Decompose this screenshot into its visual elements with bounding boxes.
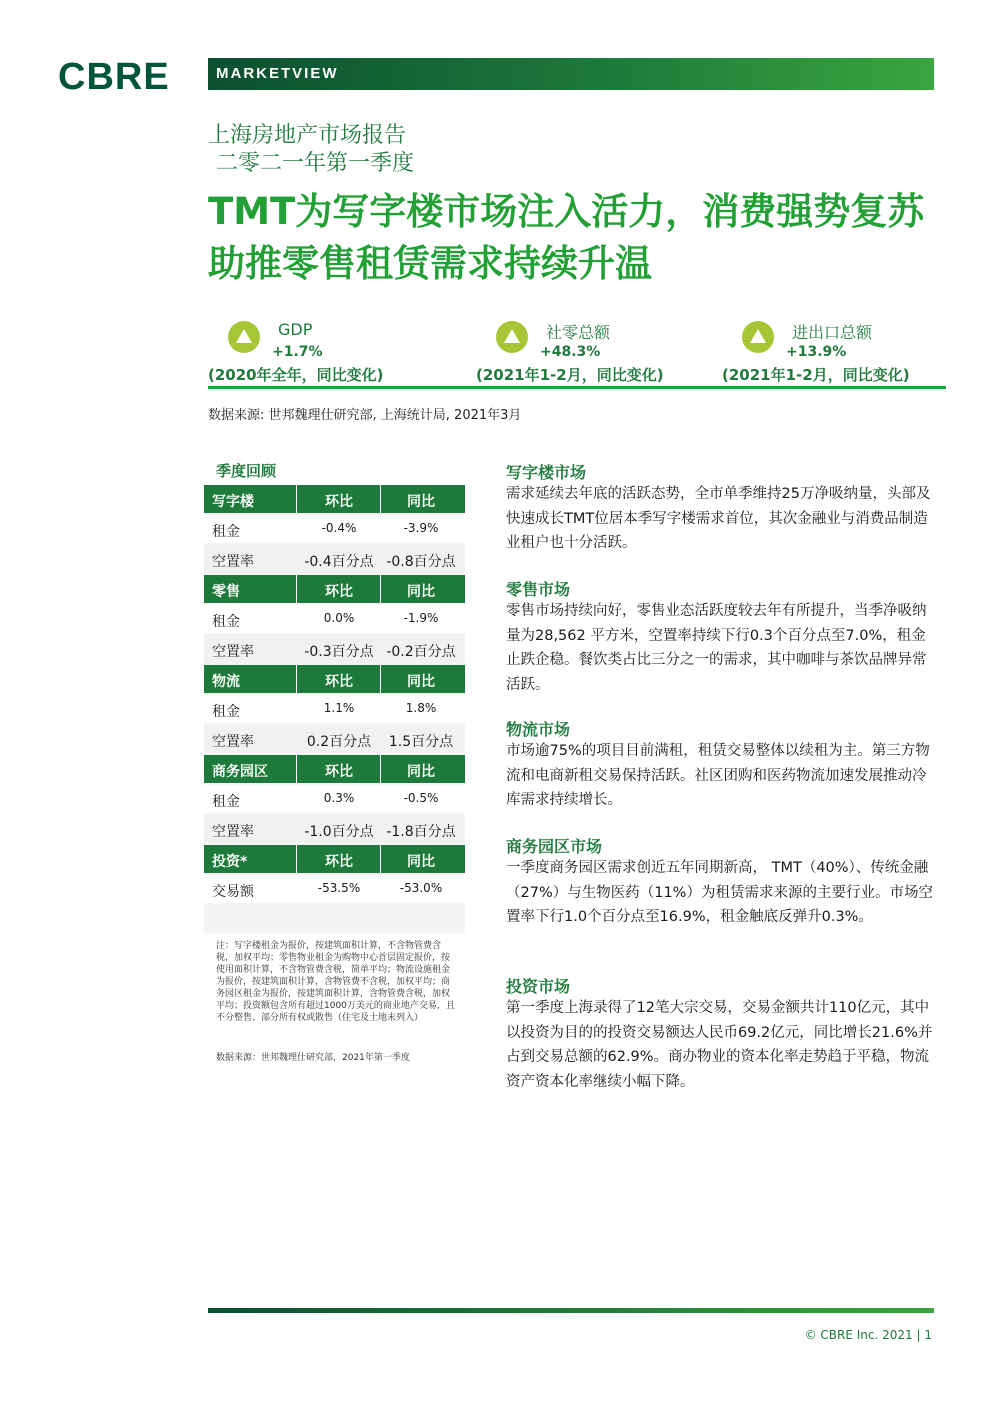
yoy-value: 1.5百分点: [388, 734, 454, 750]
business-park-body: 一季度商务园区需求创近五年同期新高， TMT（40%）、传统金融（27%）与生物医药（11%）为租赁需求来源的主要行业。市场空置率下行1.0个百分点至16.9%，租金触底反弹升0.3%。: [506, 860, 933, 925]
row-label: 空置率: [212, 734, 254, 750]
kpi-label: GDP: [278, 320, 313, 339]
table-header-row: [204, 665, 465, 693]
row-label: 空置率: [212, 644, 254, 660]
sector-name: 投资*: [212, 854, 248, 870]
cbre-logo: CBRE: [58, 56, 170, 98]
report-period: 二零二一年第一季度: [216, 151, 415, 176]
retail-market-body: 零售市场持续向好，零售业态活跃度较去年有所提升，当季净吸纳量为28,562 平方米，空置率持续下行0.3个百分点至7.0%，租金止跌企稳。餐饮类占比三分之一的需求，其中咖啡与茶饮品牌异常活跃。: [506, 603, 927, 693]
col-qoq: 环比: [325, 674, 353, 690]
col-qoq: 环比: [325, 854, 353, 870]
marketview-banner: [208, 58, 934, 90]
table-row: [204, 545, 465, 573]
qoq-value: -1.0百分点: [304, 824, 374, 840]
kpi-label: 社零总额: [546, 323, 611, 342]
col-qoq: 环比: [325, 494, 353, 510]
review-title: 季度回顾: [216, 462, 277, 480]
table-header-row: [204, 755, 465, 783]
up-triangle-icon: [496, 321, 528, 353]
report-headline: TMT为写字楼市场注入活力，消费强势复苏助推零售租赁需求持续升温: [208, 190, 925, 285]
row-label: 租金: [212, 704, 240, 720]
kpi-divider: [208, 386, 946, 389]
yoy-value: -1.8百分点: [386, 824, 456, 840]
row-label: 租金: [212, 524, 240, 540]
yoy-value: -0.5%: [403, 791, 439, 805]
kpi-period: (2021年1-2月，同比变化): [722, 366, 910, 384]
qoq-value: -0.4百分点: [304, 554, 374, 570]
table-row: [204, 815, 465, 843]
table-row: [204, 725, 465, 753]
table-source: 数据来源：世邦魏理仕研究部，2021年第一季度: [216, 1053, 410, 1063]
qoq-value: 1.1%: [323, 701, 355, 715]
qoq-value: 0.0%: [323, 611, 355, 625]
col-qoq: 环比: [325, 764, 353, 780]
business-park-title: 商务园区市场: [506, 837, 603, 856]
office-market-title: 写字楼市场: [506, 463, 587, 482]
up-triangle-icon: [228, 321, 260, 353]
banner-label: MARKETVIEW: [216, 65, 339, 82]
kpi-period: (2021年1-2月，同比变化): [476, 366, 664, 384]
table-header-row: [204, 575, 465, 603]
row-label: 交易额: [212, 884, 254, 900]
qoq-value: -53.5%: [317, 881, 361, 895]
review-table: [204, 485, 465, 933]
page-footer: © CBRE Inc. 2021 | 1: [804, 1328, 932, 1342]
yoy-value: -3.9%: [403, 521, 439, 535]
kpi-period: (2020年全年，同比变化): [208, 366, 384, 384]
sector-name: 零售: [212, 584, 240, 600]
report-subtitle: 上海房地产市场报告: [208, 123, 407, 148]
table-header-row: [204, 845, 465, 873]
row-label: 租金: [212, 614, 240, 630]
yoy-value: -53.0%: [399, 881, 443, 895]
row-label: 租金: [212, 794, 240, 810]
sector-name: 商务园区: [212, 764, 268, 780]
retail-market-title: 零售市场: [506, 580, 571, 599]
yoy-value: -1.9%: [403, 611, 439, 625]
table-header-row: [204, 485, 465, 513]
up-triangle-icon: [742, 321, 774, 353]
investment-market-body: 第一季度上海录得了12笔大宗交易，交易金额共计110亿元，其中以投资为目的的投资交易额达人民币69.2亿元，同比增长21.6%并占到交易总额的62.9%。商办物业的资本化率走势趋于平稳，物流资产资本化率继续小幅下降。: [506, 1000, 933, 1090]
yoy-value: -0.2百分点: [386, 644, 456, 660]
qoq-value: 0.3%: [323, 791, 355, 805]
table-row: [204, 635, 465, 663]
sector-name: 写字楼: [212, 494, 254, 510]
qoq-value: 0.2百分点: [306, 734, 372, 750]
col-yoy: 同比: [407, 764, 435, 780]
investment-market-title: 投资市场: [506, 977, 571, 996]
col-qoq: 环比: [325, 584, 353, 600]
col-yoy: 同比: [407, 854, 435, 870]
logistics-market-body: 市场逾75%的项目目前满租，租赁交易整体以续租为主。第三方物流和电商新租交易保持活跃。社区团购和医药物流加速发展推动冷库需求持续增长。: [506, 743, 930, 808]
logistics-market-title: 物流市场: [506, 720, 571, 739]
footer-divider: [208, 1308, 934, 1313]
col-yoy: 同比: [407, 674, 435, 690]
sector-name: 物流: [212, 674, 240, 690]
kpi-gdp: [208, 318, 458, 384]
yoy-value: 1.8%: [405, 701, 437, 715]
table-row: [204, 875, 465, 903]
table-row: [204, 695, 465, 723]
yoy-value: -0.8百分点: [386, 554, 456, 570]
table-notes: 注：写字楼租金为报价，按建筑面积计算，不含物管费含税，加权平均；零售物业租金为购物中心首层固定报价，按使用面积计算，不含物管费含税，简单平均；物流设施租金为报价，按建筑面积计算，含物管费不含税，加权平均；商务园区租金为报价，按建筑面积计算，含物管费含税，加权平均；投资额包含所有超过1000万美元的商业地产交易，且不分整售、部分所有权或散售（住宅及土地未列入）: [216, 941, 455, 1023]
row-label: 空置率: [212, 554, 254, 570]
office-market-body: 需求延续去年底的活跃态势，全市单季维持25万净吸纳量，头部及快速成长TMT位居本季写字楼需求首位，其次金融业与消费品制造业租户也十分活跃。: [506, 486, 931, 551]
table-row: [204, 515, 465, 543]
qoq-value: -0.3百分点: [304, 644, 374, 660]
table-row: [204, 785, 465, 813]
row-label: 空置率: [212, 824, 254, 840]
col-yoy: 同比: [407, 494, 435, 510]
kpi-trade: [722, 318, 972, 384]
kpi-value: +48.3%: [540, 344, 601, 360]
kpi-retail-sales: [476, 318, 726, 384]
qoq-value: -0.4%: [321, 521, 357, 535]
col-yoy: 同比: [407, 584, 435, 600]
kpi-label: 进出口总额: [792, 323, 873, 342]
kpi-value: +13.9%: [786, 344, 847, 360]
kpi-value: +1.7%: [272, 344, 323, 360]
table-row: [204, 605, 465, 633]
data-source: 数据来源: 世邦魏理仕研究部, 上海统计局, 2021年3月: [208, 408, 522, 423]
